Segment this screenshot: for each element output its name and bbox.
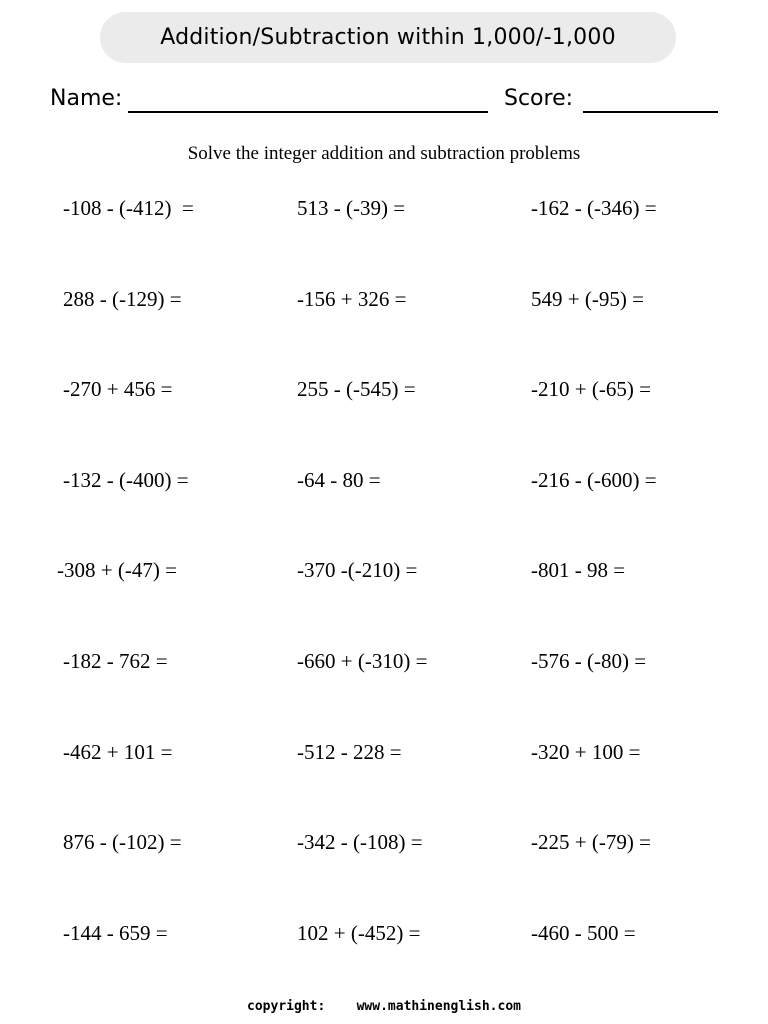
problem: -64 - 80 = (297, 467, 381, 492)
problem: -660 + (-310) = (297, 648, 428, 673)
problem: -512 - 228 = (297, 739, 402, 764)
problem: 513 - (-39) = (297, 196, 406, 220)
instructions: Solve the integer addition and subtraction problems (187, 143, 581, 164)
title-text: Addition/Subtraction within 1,000/-1,000 (160, 25, 616, 50)
problem: -162 - (-346) = (531, 196, 657, 220)
problem-row (0, 740, 768, 831)
problem: -462 + 101 = (63, 739, 173, 764)
problem: 102 + (-452) = (297, 920, 421, 945)
problem-row (0, 196, 768, 287)
name-field[interactable] (128, 84, 488, 113)
copyright-label: copyright: (247, 999, 326, 1014)
problem-row (0, 649, 768, 740)
problem-row (0, 921, 768, 1012)
problem-row (0, 468, 768, 559)
problem: -225 + (-79) = (531, 830, 651, 855)
score-field[interactable] (583, 84, 718, 113)
problem-row (0, 377, 768, 468)
problem: 876 - (-102) = (63, 830, 182, 855)
problem: -370 -(-210) = (297, 558, 418, 583)
worksheet-title (100, 12, 676, 63)
problem: -108 - (-412) = (63, 196, 194, 220)
problem: -342 - (-108) = (297, 830, 423, 855)
problem: -270 + 456 = (63, 377, 173, 402)
problem-row (0, 830, 768, 921)
problem: -156 + 326 = (297, 286, 407, 311)
problem: -576 - (-80) = (531, 648, 647, 673)
problem: -801 - 98 = (531, 558, 626, 583)
website-link[interactable]: www.mathinenglish.com (356, 999, 521, 1014)
problem: 549 + (-95) = (531, 286, 644, 311)
copyright-footer (0, 999, 768, 1014)
problem-grid (0, 196, 768, 1011)
problem: -308 + (-47) = (57, 558, 177, 583)
name-label: Name: (50, 86, 123, 111)
problem-row (0, 287, 768, 378)
problem: -182 - 762 = (63, 648, 168, 673)
score-label: Score: (504, 86, 574, 111)
problem: -460 - 500 = (531, 920, 636, 945)
problem: -144 - 659 = (63, 920, 168, 945)
problem-row (0, 558, 768, 649)
problem: -216 - (-600) = (531, 467, 657, 492)
problem: 255 - (-545) = (297, 377, 416, 402)
problem: -320 + 100 = (531, 739, 641, 764)
name-score-row (50, 84, 720, 118)
problem: 288 - (-129) = (63, 286, 182, 311)
problem: -210 + (-65) = (531, 377, 651, 402)
problem: -132 - (-400) = (63, 467, 189, 492)
